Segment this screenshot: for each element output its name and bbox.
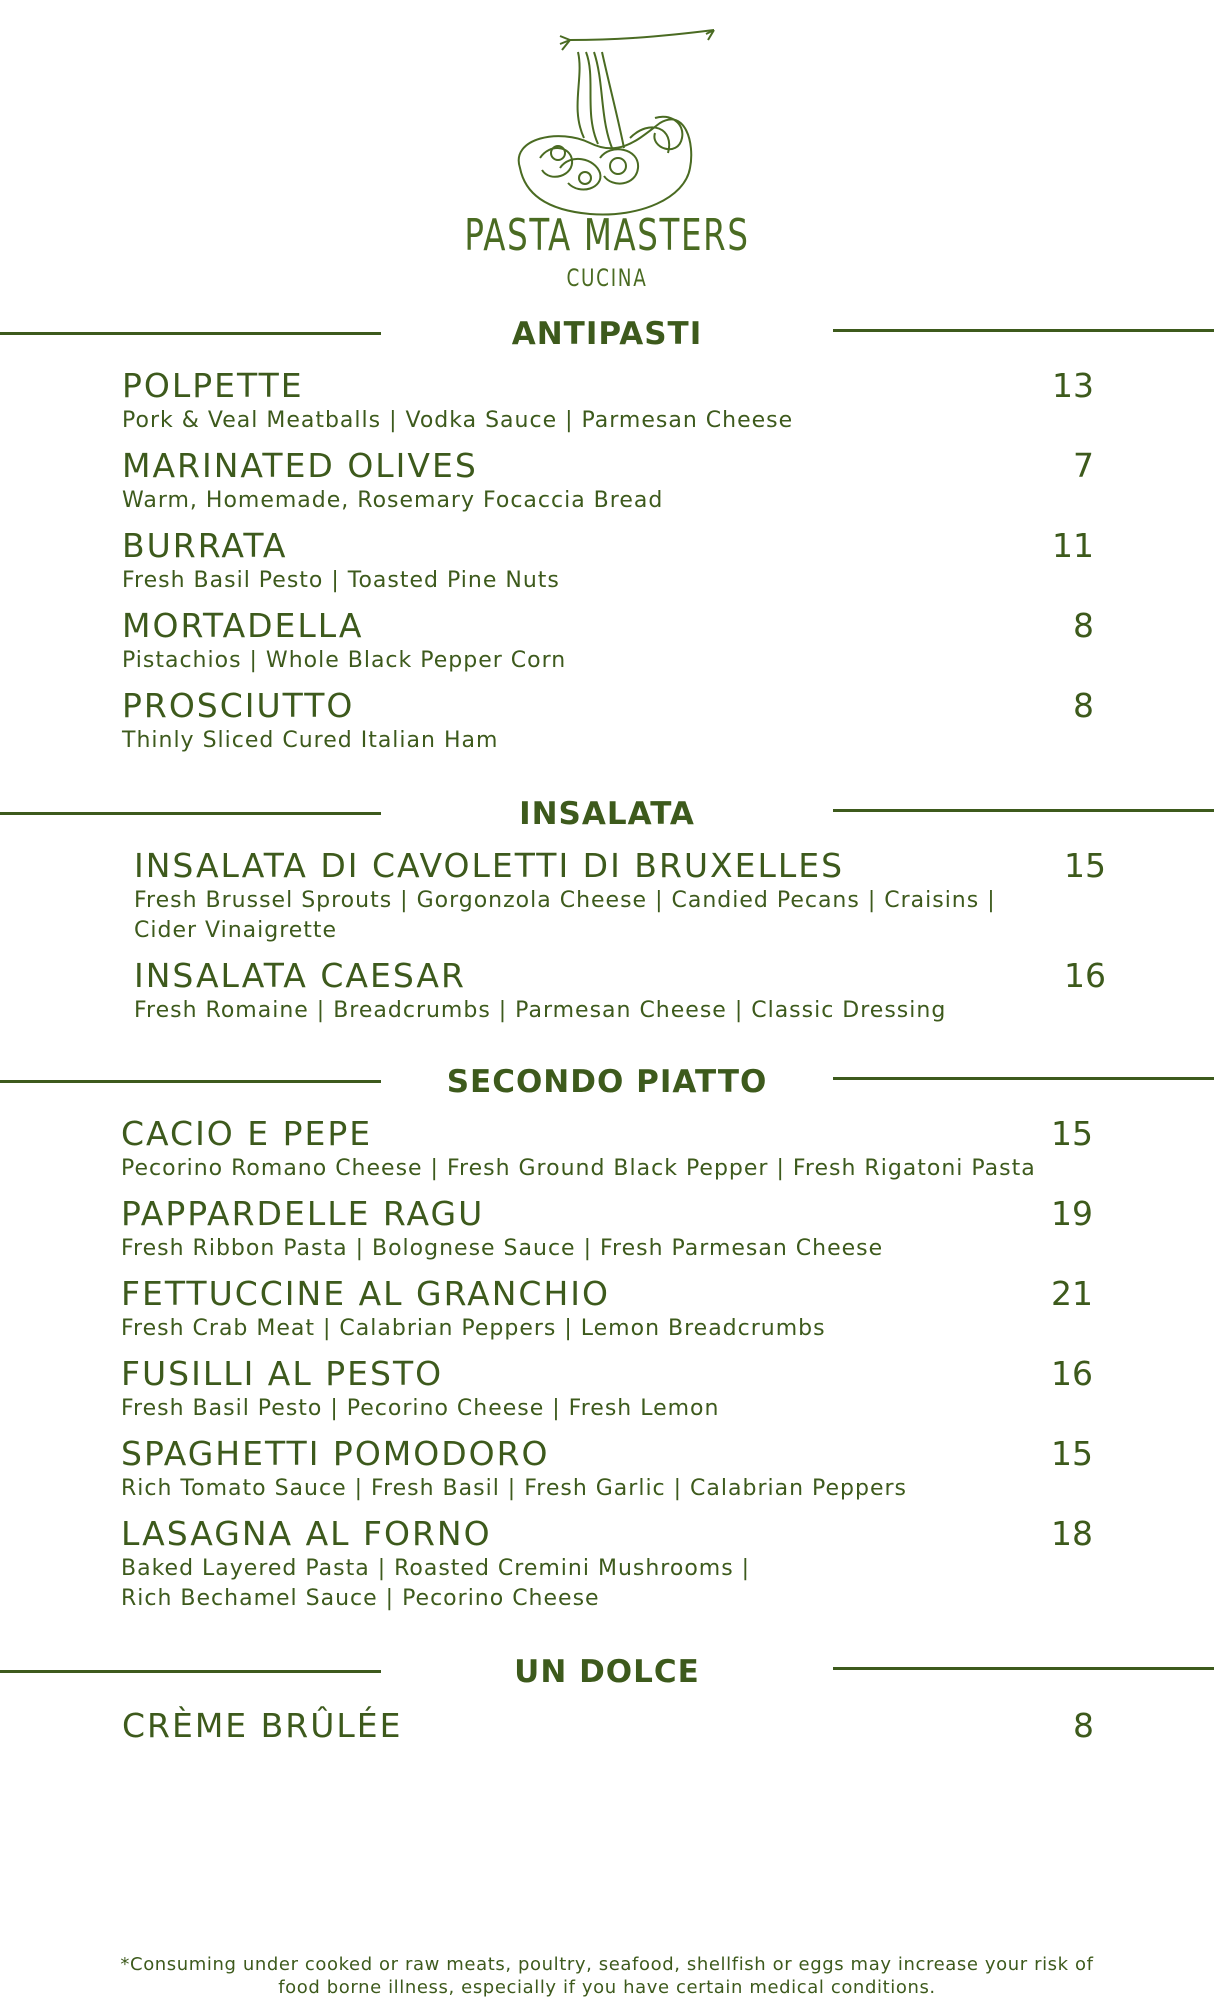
item-price: 15 bbox=[1051, 1114, 1093, 1153]
item-name: CACIO E PEPE bbox=[121, 1114, 373, 1153]
item-price: 21 bbox=[1051, 1274, 1093, 1313]
item-price: 15 bbox=[1051, 1434, 1093, 1473]
item-price: 19 bbox=[1051, 1194, 1093, 1233]
item-name: SPAGHETTI POMODORO bbox=[121, 1434, 550, 1473]
item-name: LASAGNA AL FORNO bbox=[121, 1514, 492, 1553]
item-description: Fresh Basil Pesto | Pecorino Cheese | Fresh Lemon bbox=[121, 1396, 720, 1421]
section-header bbox=[0, 1064, 1214, 1104]
item-price: 15 bbox=[1064, 846, 1106, 885]
section-title: SECONDO PIATTO bbox=[446, 1064, 768, 1100]
item-price: 16 bbox=[1051, 1354, 1093, 1393]
item-name: MARINATED OLIVES bbox=[122, 446, 478, 485]
disclaimer-line-2: food borne illness, especially if you have certain medical conditions. bbox=[278, 1977, 936, 1998]
food-safety-disclaimer bbox=[0, 1953, 1214, 1999]
item-description: Fresh Basil Pesto | Toasted Pine Nuts bbox=[122, 568, 560, 593]
item-price: 18 bbox=[1051, 1514, 1093, 1553]
item-name: POLPETTE bbox=[122, 366, 304, 405]
section-header bbox=[0, 1654, 1214, 1694]
item-description: Warm, Homemade, Rosemary Focaccia Bread bbox=[122, 488, 664, 513]
item-name: BURRATA bbox=[122, 526, 288, 565]
item-name: MORTADELLA bbox=[122, 606, 364, 645]
section-un-dolce bbox=[0, 1654, 1214, 1694]
item-name: INSALATA DI CAVOLETTI DI BRUXELLES bbox=[134, 846, 845, 885]
item-name: INSALATA CAESAR bbox=[134, 956, 466, 995]
section-insalata bbox=[0, 796, 1214, 836]
item-price: 8 bbox=[1073, 606, 1094, 645]
item-description: Fresh Crab Meat | Calabrian Peppers | Lemon Breadcrumbs bbox=[121, 1316, 826, 1341]
section-title: INSALATA bbox=[519, 796, 695, 832]
item-description: Fresh Brussel Sprouts | Gorgonzola Cheese | Candied Pecans | Craisins | bbox=[134, 888, 996, 913]
item-description: Baked Layered Pasta | Roasted Cremini Mushrooms | bbox=[121, 1556, 751, 1581]
item-description: Fresh Ribbon Pasta | Bolognese Sauce | Fresh Parmesan Cheese bbox=[121, 1236, 884, 1261]
section-secondo-piatto bbox=[0, 1064, 1214, 1104]
item-description: Thinly Sliced Cured Italian Ham bbox=[122, 728, 499, 753]
section-title: UN DOLCE bbox=[514, 1654, 700, 1690]
item-price: 13 bbox=[1052, 366, 1094, 405]
item-price: 7 bbox=[1073, 446, 1094, 485]
item-price: 8 bbox=[1073, 686, 1094, 725]
section-antipasti bbox=[0, 316, 1214, 356]
section-title: ANTIPASTI bbox=[511, 316, 703, 352]
section-header bbox=[0, 316, 1214, 356]
restaurant-name: PASTA MASTERS bbox=[464, 210, 750, 261]
item-description-line2: Cider Vinaigrette bbox=[134, 918, 338, 943]
item-description: Pork & Veal Meatballs | Vodka Sauce | Parmesan Cheese bbox=[122, 408, 794, 433]
item-name: CRÈME BRÛLÉE bbox=[122, 1706, 403, 1745]
item-name: FUSILLI AL PESTO bbox=[121, 1354, 444, 1393]
item-description: Pistachios | Whole Black Pepper Corn bbox=[122, 648, 567, 673]
item-description: Pecorino Romano Cheese | Fresh Ground Black Pepper | Fresh Rigatoni Pasta bbox=[121, 1156, 1036, 1181]
item-price: 11 bbox=[1052, 526, 1094, 565]
disclaimer-line-1: *Consuming under cooked or raw meats, poultry, seafood, shellfish or eggs may increase your risk of bbox=[120, 1954, 1094, 1975]
item-description: Fresh Romaine | Breadcrumbs | Parmesan Cheese | Classic Dressing bbox=[134, 998, 947, 1023]
item-name: PROSCIUTTO bbox=[122, 686, 355, 725]
item-description-line2: Rich Bechamel Sauce | Pecorino Cheese bbox=[121, 1586, 600, 1611]
item-name: PAPPARDELLE RAGU bbox=[121, 1194, 485, 1233]
section-header bbox=[0, 796, 1214, 836]
item-price: 8 bbox=[1073, 1706, 1094, 1745]
item-name: FETTUCCINE AL GRANCHIO bbox=[121, 1274, 611, 1313]
item-price: 16 bbox=[1064, 956, 1106, 995]
item-description: Rich Tomato Sauce | Fresh Basil | Fresh Garlic | Calabrian Peppers bbox=[121, 1476, 908, 1501]
restaurant-subtitle: CUCINA bbox=[566, 264, 648, 292]
